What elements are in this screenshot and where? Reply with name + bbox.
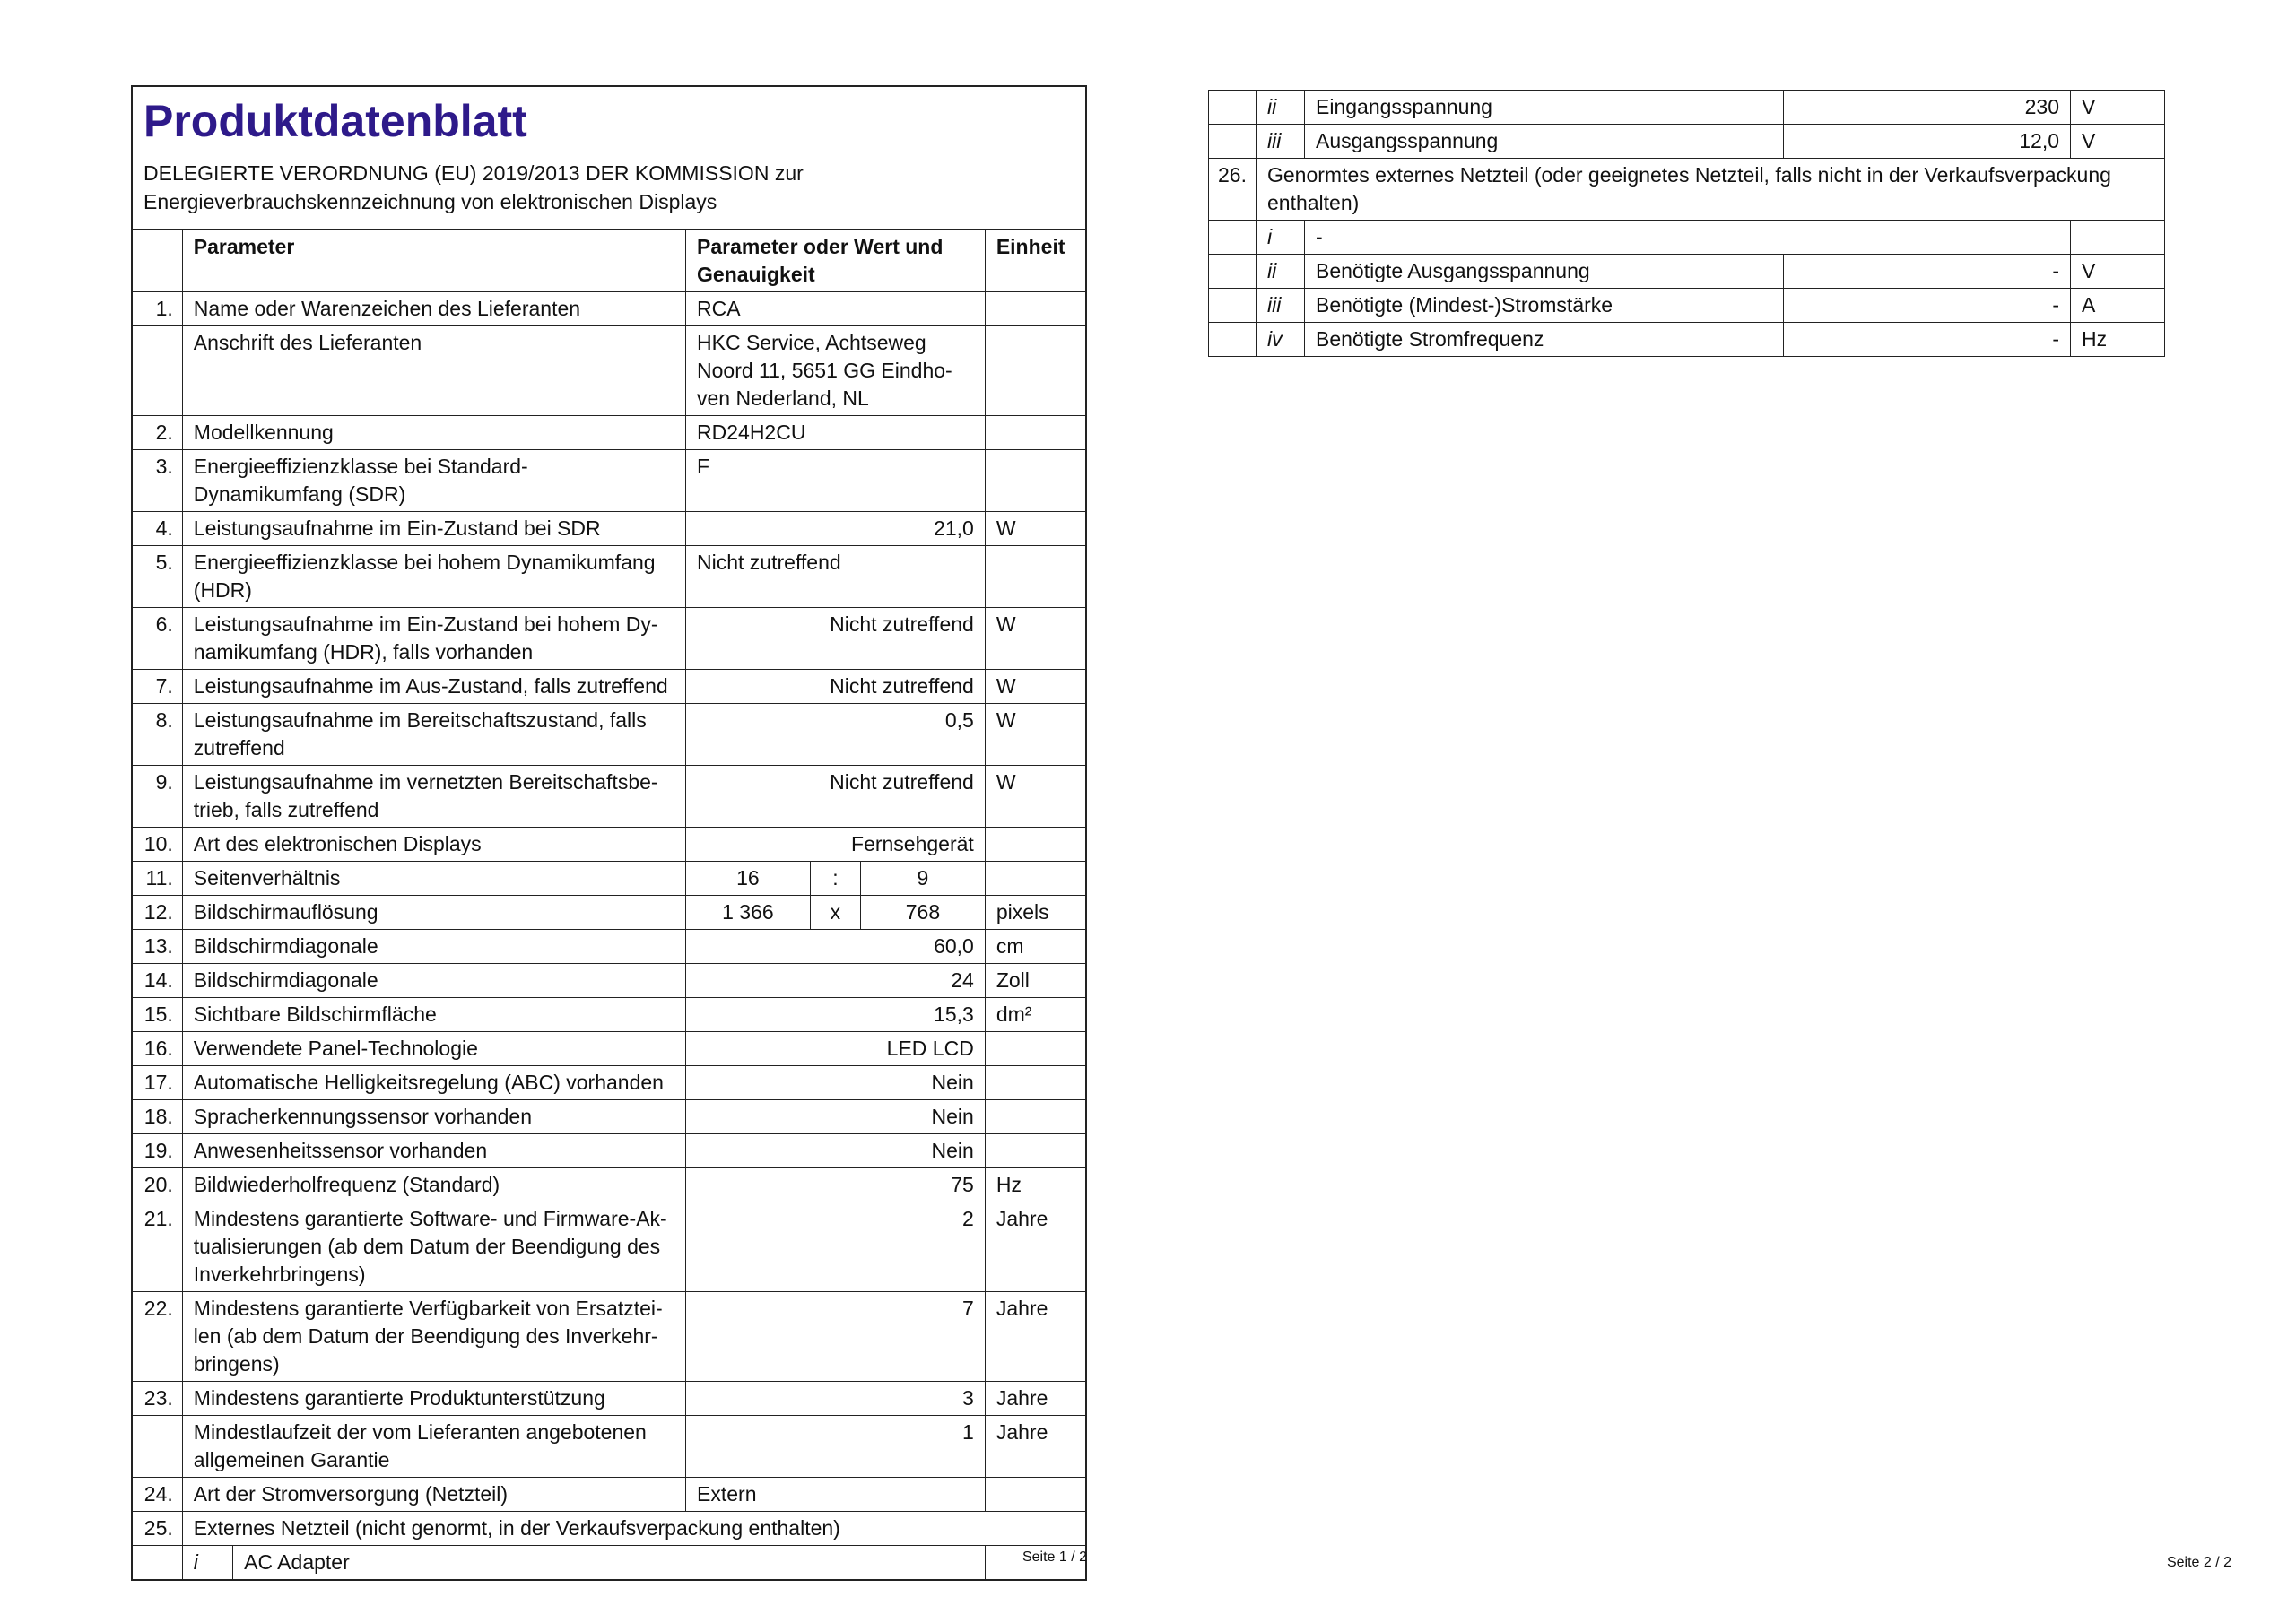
table-row [133, 766, 1085, 828]
row-unit: V [2071, 255, 2165, 289]
header-value: Parameter oder Wert und Genauigkeit [686, 230, 986, 292]
row-unit: Hz [2071, 323, 2165, 357]
row-number [133, 1416, 182, 1478]
row-unit: W [985, 670, 1085, 704]
row-value: HKC Service, Achtseweg Noord 11, 5651 GG Eindho-ven Nederland, NL [686, 326, 986, 416]
row-parameter: Benötigte Stromfrequenz [1305, 323, 1784, 357]
row-subindex: i [182, 1546, 232, 1580]
row-unit [985, 1134, 1085, 1168]
row-parameter: Mindestens garantierte Verfügbarkeit von Ersatztei-len (ab dem Datum der Beendigung des Inverkehr-bringens) [182, 1292, 685, 1382]
row-parameter: Seitenverhältnis [182, 862, 685, 896]
header-unit: Einheit [985, 230, 1085, 292]
row-number: 21. [133, 1202, 182, 1292]
row-value: 1 [686, 1416, 986, 1478]
row-unit [985, 1478, 1085, 1512]
row-value: 60,0 [686, 930, 986, 964]
row-number [1209, 221, 1257, 255]
table-row [133, 704, 1085, 766]
row-unit: W [985, 704, 1085, 766]
table-row [1209, 221, 2165, 255]
row-parameter: Energieeffizienzklasse bei hohem Dynamikumfang (HDR) [182, 546, 685, 608]
row-parameter: AC Adapter [233, 1546, 986, 1580]
row-number: 18. [133, 1100, 182, 1134]
table-row [133, 1134, 1085, 1168]
row-parameter: Benötigte Ausgangsspannung [1305, 255, 1784, 289]
row-parameter: Bildschirmdiagonale [182, 930, 685, 964]
power-supply-table [1208, 90, 2165, 357]
row-value: Fernsehgerät [686, 828, 986, 862]
row-number [1209, 323, 1257, 357]
row-unit: cm [985, 930, 1085, 964]
row-unit: Jahre [985, 1382, 1085, 1416]
row-value: Extern [686, 1478, 986, 1512]
row-parameter: Mindestens garantierte Produktunterstützung [182, 1382, 685, 1416]
row-value: LED LCD [686, 1032, 986, 1066]
table-row [133, 896, 1085, 930]
row-unit [985, 292, 1085, 326]
datasheet-table-page-2 [1208, 90, 2164, 357]
table-row [1209, 125, 2165, 159]
row-value-b: 9 [861, 862, 986, 896]
row-unit: Jahre [985, 1416, 1085, 1478]
header-num-cell [133, 230, 182, 292]
row-value: 0,5 [686, 704, 986, 766]
row-parameter: Bildschirmdiagonale [182, 964, 685, 998]
row-number: 22. [133, 1292, 182, 1382]
row-parameter: Bildwiederholfrequenz (Standard) [182, 1168, 685, 1202]
row-number: 6. [133, 608, 182, 670]
row-number: 11. [133, 862, 182, 896]
table-row [133, 1066, 1085, 1100]
row-value: 21,0 [686, 512, 986, 546]
table-row [1209, 323, 2165, 357]
table-row [133, 1478, 1085, 1512]
page-number-1: Seite 1 / 2 [1022, 1549, 1087, 1565]
row-parameter: Verwendete Panel-Technologie [182, 1032, 685, 1066]
table-row [133, 964, 1085, 998]
row-unit: W [985, 766, 1085, 828]
row-value: Nicht zutreffend [686, 546, 986, 608]
table-row [133, 546, 1085, 608]
row-number: 20. [133, 1168, 182, 1202]
row-unit [2071, 221, 2165, 255]
row-value: 75 [686, 1168, 986, 1202]
row-number: 19. [133, 1134, 182, 1168]
row-parameter: Bildschirmauflösung [182, 896, 685, 930]
row-parameter: Leistungsaufnahme im Ein-Zustand bei SDR [182, 512, 685, 546]
table-row [133, 1382, 1085, 1416]
row-parameter: Ausgangsspannung [1305, 125, 1784, 159]
row-number: 10. [133, 828, 182, 862]
table-row [133, 862, 1085, 896]
row-subindex: iii [1257, 125, 1305, 159]
table-row [133, 1512, 1085, 1546]
table-row [133, 608, 1085, 670]
row-number [1209, 289, 1257, 323]
row-parameter: Modellkennung [182, 416, 685, 450]
table-row [133, 416, 1085, 450]
page-title: Produktdatenblatt [144, 96, 527, 146]
table-row [133, 1292, 1085, 1382]
page-number-2: Seite 2 / 2 [2166, 1555, 2231, 1570]
row-number: 8. [133, 704, 182, 766]
row-parameter: Eingangsspannung [1305, 91, 1784, 125]
row-value: 230 [1784, 91, 2071, 125]
row-unit: A [2071, 289, 2165, 323]
table-row [133, 1202, 1085, 1292]
row-value: RCA [686, 292, 986, 326]
row-unit [985, 1100, 1085, 1134]
parameter-table [133, 230, 1085, 1579]
table-row [133, 930, 1085, 964]
row-parameter: Leistungsaufnahme im Aus-Zustand, falls zutreffend [182, 670, 685, 704]
row-parameter: Mindestlaufzeit der vom Lieferanten angebotenen allgemeinen Garantie [182, 1416, 685, 1478]
row-number: 12. [133, 896, 182, 930]
row-value: - [1784, 289, 2071, 323]
row-parameter: Art des elektronischen Displays [182, 828, 685, 862]
row-parameter: Leistungsaufnahme im vernetzten Bereitschaftsbe-trieb, falls zutreffend [182, 766, 685, 828]
row-value-separator: x [810, 896, 860, 930]
row-number: 16. [133, 1032, 182, 1066]
row-unit [985, 546, 1085, 608]
row-number [1209, 125, 1257, 159]
row-value: Nein [686, 1066, 986, 1100]
row-unit [985, 862, 1085, 896]
row-number: 23. [133, 1382, 182, 1416]
row-value: - [1784, 255, 2071, 289]
row-unit [985, 1066, 1085, 1100]
row-number: 13. [133, 930, 182, 964]
table-row [133, 1546, 1085, 1580]
row-value: Nicht zutreffend [686, 766, 986, 828]
row-value-a: 16 [686, 862, 811, 896]
row-unit: V [2071, 125, 2165, 159]
row-section-title: Externes Netzteil (nicht genormt, in der Verkaufsverpackung enthalten) [182, 1512, 1085, 1546]
row-parameter: - [1305, 221, 2071, 255]
table-row [133, 512, 1085, 546]
row-value-separator: : [810, 862, 860, 896]
table-row [133, 292, 1085, 326]
row-unit: Jahre [985, 1202, 1085, 1292]
row-value: 7 [686, 1292, 986, 1382]
row-value: Nein [686, 1100, 986, 1134]
row-value-a: 1 366 [686, 896, 811, 930]
row-value: - [1784, 323, 2071, 357]
row-section-title: Genormtes externes Netzteil (oder geeignetes Netzteil, falls nicht in der Verkaufsverpackung enthalten) [1257, 159, 2165, 221]
datasheet-table-page-1 [131, 85, 1087, 1581]
row-number: 1. [133, 292, 182, 326]
subtitle-line-1: DELEGIERTE VERORDNUNG (EU) 2019/2013 DER KOMMISSION zur [144, 161, 804, 185]
row-unit: W [985, 512, 1085, 546]
row-number: 14. [133, 964, 182, 998]
row-number: 5. [133, 546, 182, 608]
row-number [133, 1546, 182, 1580]
table-row [1209, 159, 2165, 221]
row-unit: Hz [985, 1168, 1085, 1202]
row-unit: dm² [985, 998, 1085, 1032]
row-value: Nicht zutreffend [686, 608, 986, 670]
row-value-b: 768 [861, 896, 986, 930]
row-unit [985, 416, 1085, 450]
row-parameter: Benötigte (Mindest-)Stromstärke [1305, 289, 1784, 323]
table-row [133, 1416, 1085, 1478]
row-subindex: ii [1257, 91, 1305, 125]
row-unit: W [985, 608, 1085, 670]
row-unit: Jahre [985, 1292, 1085, 1382]
row-number: 2. [133, 416, 182, 450]
row-value: Nicht zutreffend [686, 670, 986, 704]
row-value: RD24H2CU [686, 416, 986, 450]
row-number: 9. [133, 766, 182, 828]
row-number: 4. [133, 512, 182, 546]
row-subindex: iii [1257, 289, 1305, 323]
table-row [1209, 91, 2165, 125]
row-parameter: Spracherkennungssensor vorhanden [182, 1100, 685, 1134]
row-number: 24. [133, 1478, 182, 1512]
row-number [1209, 91, 1257, 125]
page-2 [1148, 0, 2296, 1623]
row-parameter: Sichtbare Bildschirmfläche [182, 998, 685, 1032]
row-parameter: Anwesenheitssensor vorhanden [182, 1134, 685, 1168]
row-unit: V [2071, 91, 2165, 125]
row-unit [985, 450, 1085, 512]
table-row [1209, 255, 2165, 289]
row-parameter: Energieeffizienzklasse bei Standard-Dynamikumfang (SDR) [182, 450, 685, 512]
header-parameter: Parameter [182, 230, 685, 292]
datasheet-header [133, 87, 1085, 230]
table-row [133, 450, 1085, 512]
subtitle-line-2: Energieverbrauchskennzeichnung von elektronischen Displays [144, 190, 718, 213]
row-parameter: Leistungsaufnahme im Bereitschaftszustand, falls zutreffend [182, 704, 685, 766]
table-row [133, 1168, 1085, 1202]
row-number: 17. [133, 1066, 182, 1100]
row-unit [985, 828, 1085, 862]
row-subindex: i [1257, 221, 1305, 255]
row-value: 24 [686, 964, 986, 998]
table-row [133, 1100, 1085, 1134]
row-parameter: Anschrift des Lieferanten [182, 326, 685, 416]
table-row [133, 998, 1085, 1032]
row-number [133, 326, 182, 416]
row-number: 3. [133, 450, 182, 512]
row-number: 25. [133, 1512, 182, 1546]
row-parameter: Automatische Helligkeitsregelung (ABC) vorhanden [182, 1066, 685, 1100]
table-row [133, 1032, 1085, 1066]
row-parameter: Art der Stromversorgung (Netzteil) [182, 1478, 685, 1512]
header-row [133, 230, 1085, 292]
table-row [133, 326, 1085, 416]
row-number: 26. [1209, 159, 1257, 221]
row-subindex: iv [1257, 323, 1305, 357]
row-unit: pixels [985, 896, 1085, 930]
regulation-subtitle [144, 159, 1074, 216]
row-number: 7. [133, 670, 182, 704]
row-parameter: Name oder Warenzeichen des Lieferanten [182, 292, 685, 326]
row-number: 15. [133, 998, 182, 1032]
row-number [1209, 255, 1257, 289]
row-parameter: Leistungsaufnahme im Ein-Zustand bei hohem Dy-namikumfang (HDR), falls vorhanden [182, 608, 685, 670]
row-subindex: ii [1257, 255, 1305, 289]
row-unit [985, 1032, 1085, 1066]
row-value: 2 [686, 1202, 986, 1292]
row-value: Nein [686, 1134, 986, 1168]
table-row [133, 670, 1085, 704]
row-value: 12,0 [1784, 125, 2071, 159]
row-value: 15,3 [686, 998, 986, 1032]
row-unit: Zoll [985, 964, 1085, 998]
table-row [1209, 289, 2165, 323]
row-value: 3 [686, 1382, 986, 1416]
row-unit [985, 326, 1085, 416]
table-row [133, 828, 1085, 862]
row-parameter: Mindestens garantierte Software- und Firmware-Ak-tualisierungen (ab dem Datum der Beendigung des Inverkehrbringens) [182, 1202, 685, 1292]
row-value: F [686, 450, 986, 512]
